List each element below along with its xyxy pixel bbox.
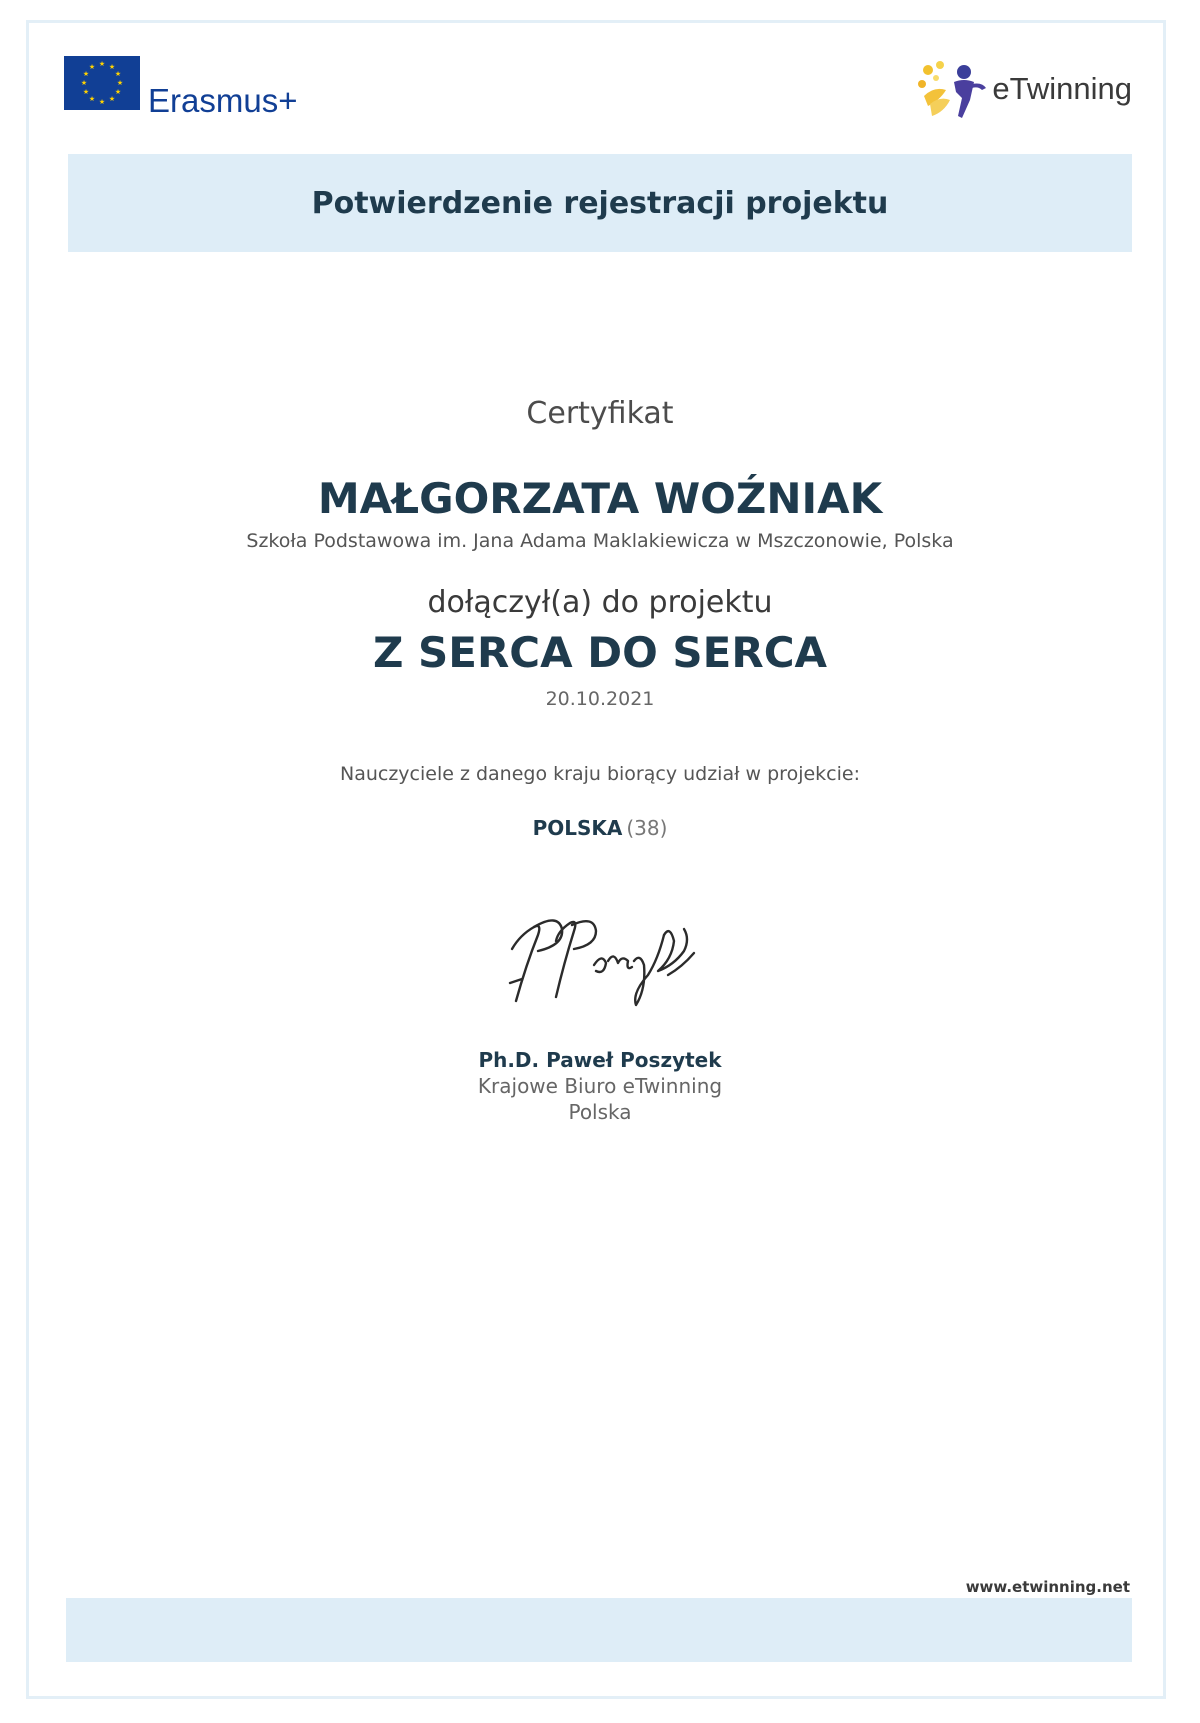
school-name: Szkoła Podstawowa im. Jana Adama Maklakiewicza w Mszczonowie, Polska — [246, 530, 954, 552]
eu-flag-icon: ★ ★ ★ ★ ★ ★ ★ ★ ★ ★ ★ ★ — [64, 56, 140, 110]
signer-name: Ph.D. Paweł Poszytek — [478, 1048, 722, 1072]
certificate-frame — [26, 20, 1166, 1699]
project-name: Z SERCA DO SERCA — [372, 628, 828, 677]
country-count: (38) — [626, 816, 668, 840]
etwinning-stars-icon — [914, 56, 990, 122]
project-date: 20.10.2021 — [545, 688, 655, 710]
website-link[interactable]: www.etwinning.net — [965, 1578, 1130, 1596]
erasmus-logo-text: Erasmus+ — [148, 82, 298, 119]
etwinning-logo — [914, 56, 1132, 122]
handwritten-signature-icon — [498, 905, 708, 1015]
teachers-label: Nauczyciele z danego kraju biorący udział w projekcie: — [339, 763, 860, 785]
page-title: Potwierdzenie rejestracji projektu — [311, 185, 889, 221]
etwinning-logo-text: eTwinning — [992, 71, 1132, 106]
joined-text: dołączył(a) do projektu — [427, 585, 773, 620]
signer-country: Polska — [568, 1100, 632, 1124]
signer-office: Krajowe Biuro eTwinning — [477, 1074, 723, 1098]
country-name: POLSKA — [532, 816, 623, 840]
footer-band — [66, 1598, 1132, 1662]
recipient-name: MAŁGORZATA WOŹNIAK — [317, 474, 883, 523]
certificate-label: Certyfikat — [526, 396, 674, 431]
country-line — [0, 816, 1200, 840]
header-band — [68, 154, 1132, 252]
erasmus-logo — [64, 56, 298, 119]
